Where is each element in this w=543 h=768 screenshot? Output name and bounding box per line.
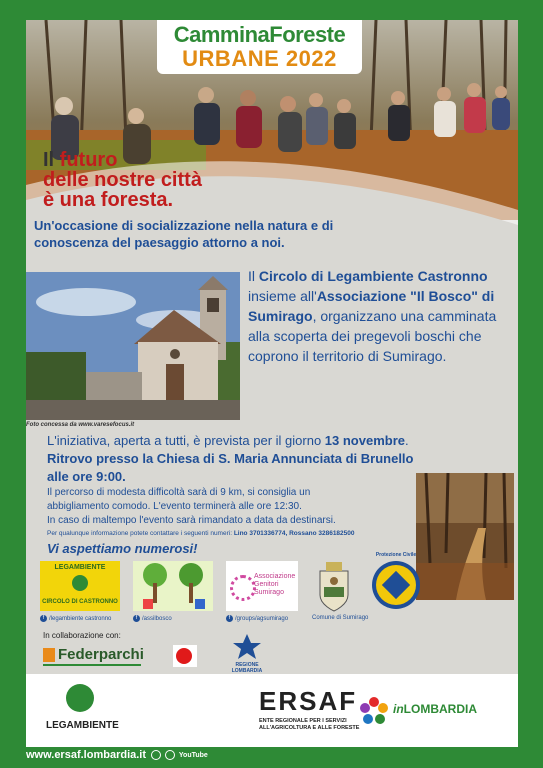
- federparchi-name: Federparchi: [58, 646, 144, 663]
- website-link[interactable]: www.ersaf.lombardia.it: [26, 749, 147, 761]
- federparchi-icon: [43, 648, 55, 662]
- lega-red-icon: [176, 648, 192, 664]
- agsumirago-caption[interactable]: [226, 615, 288, 622]
- contacts-text: Per qualunque informazione potete contattare i seguenti numeri:: [47, 530, 234, 537]
- lega-logo: [173, 645, 197, 667]
- church-photo: [26, 272, 240, 420]
- regione-lombardia-name: REGIONE LOMBARDIA: [231, 662, 263, 674]
- collab-title: In collaborazione con:: [43, 631, 121, 640]
- intro-paragraph: [248, 266, 518, 366]
- details-weather: In caso di maltempo l'evento sarà rimandato a data da destinarsi.: [47, 515, 336, 526]
- intro-text-3: , organizzano una camminata alla scoperta dei pregevoli boschi che coprono il territorio di Sumirago.: [248, 308, 497, 364]
- event-title-box: [157, 20, 362, 74]
- regione-lombardia-logo: [225, 632, 269, 672]
- comune-caption: Comune di Sumirago: [312, 615, 369, 621]
- agsumirago-name-3: Sumirago: [254, 589, 284, 596]
- il-bosco-caption[interactable]: [133, 615, 172, 622]
- subheadline: Un'occasione di socializzazione nella natura e di conoscenza del paesaggio attorno a noi.: [34, 218, 334, 250]
- facebook-icon: f: [133, 615, 140, 622]
- ersaf-name: ERSAF: [259, 686, 358, 716]
- agsumirago-logo: [226, 561, 298, 611]
- headline-highlight: futuro: [59, 149, 118, 171]
- ersaf-subtitle: [259, 718, 359, 732]
- event-details: [47, 432, 447, 558]
- il-bosco-logo: [133, 561, 213, 611]
- legambiente-castronno-caption[interactable]: [40, 615, 111, 622]
- intro-org-2: Associazione "Il Bosco" di Sumirago: [248, 288, 495, 324]
- agsumirago-name-2: Genitori: [254, 581, 279, 588]
- contacts-numbers: Lino 3701336774, Rossano 3286182500: [233, 530, 355, 537]
- agsumirago-name: [254, 573, 295, 597]
- legambiente-castronno-bottom: CIRCOLO DI CASTRONNO: [42, 599, 118, 605]
- intro-text-2: insieme all': [248, 288, 317, 304]
- agsumirago-name-1: Associazione: [254, 573, 296, 580]
- headline-line3: è una foresta.: [43, 189, 174, 211]
- headline-prefix: Il: [43, 149, 60, 171]
- details-date-value: 13 novembre: [324, 433, 405, 448]
- inlombardia-name: [393, 702, 477, 716]
- legambiente-logo: [46, 682, 119, 731]
- facebook-icon[interactable]: [151, 750, 161, 760]
- details-meeting: Ritrovo presso la Chiesa di S. Maria Annunciata di Brunello: [47, 451, 414, 466]
- legambiente-leaf-icon: [66, 684, 94, 712]
- protezione-civile-logo: [372, 552, 420, 609]
- details-date: [47, 432, 447, 450]
- inlombardia-in: in: [393, 702, 404, 716]
- federparchi-rule: [43, 664, 141, 666]
- legambiente-castronno-logo: [40, 561, 120, 611]
- protezione-civile-text: Protezione Civile: [375, 552, 417, 558]
- social-icons: [151, 750, 208, 760]
- event-subtitle: URBANE 2022: [182, 46, 337, 71]
- inlombardia-logo: [359, 696, 499, 726]
- details-date-text: L'iniziativa, aperta a tutti, è prevista per il giorno: [47, 433, 325, 448]
- details-contacts: [47, 528, 447, 540]
- headline: [43, 150, 202, 210]
- intro-text-1: Il: [248, 268, 259, 284]
- legambiente-name: LEGAMBIENTE: [46, 720, 119, 731]
- headline-line2: delle nostre città: [43, 169, 202, 191]
- comune-sumirago-crest: [312, 559, 356, 613]
- details-closing: Vi aspettiamo numerosi!: [47, 541, 198, 556]
- facebook-icon: f: [40, 615, 47, 622]
- legambiente-castronno-top: LEGAMBIENTE: [54, 564, 106, 571]
- event-title: CamminaForeste: [173, 22, 346, 47]
- youtube-icon[interactable]: YouTube: [178, 751, 208, 759]
- legambiente-castronno-link[interactable]: /legambiente castronno: [49, 616, 112, 623]
- intro-org-1: Circolo di Legambiente Castronno: [258, 268, 488, 284]
- legambiente-leaf-icon: [72, 575, 88, 591]
- details-date-end: .: [405, 433, 409, 448]
- poster: [26, 20, 518, 747]
- ersaf-sub-1: ENTE REGIONALE PER I SERVIZI: [259, 718, 347, 724]
- agsumirago-link[interactable]: /groups/agsumirago: [235, 616, 289, 623]
- il-bosco-link[interactable]: /assilbosco: [142, 616, 172, 623]
- inlombardia-rest: LOMBARDIA: [403, 702, 477, 716]
- details-clothing: abbigliamento comodo. L'evento terminerà alle ore 12:30.: [47, 501, 302, 512]
- details-time: alle ore 9:00.: [47, 469, 126, 484]
- partner-logos: [26, 552, 518, 630]
- instagram-icon[interactable]: [165, 750, 175, 760]
- sponsor-bar: [26, 676, 518, 747]
- facebook-icon: f: [226, 615, 233, 622]
- people-circle-icon: [230, 575, 256, 601]
- ersaf-sub-2: ALL'AGRICOLTURA E ALLE FORESTE: [259, 725, 360, 731]
- photo-credit: Foto concessa da www.varesefocus.it: [26, 422, 135, 428]
- inlombardia-star-icon: [359, 696, 389, 726]
- details-route: Il percorso di modesta difficoltà sarà di 9 km, si consiglia un: [47, 487, 311, 498]
- federparchi-logo: [43, 644, 144, 668]
